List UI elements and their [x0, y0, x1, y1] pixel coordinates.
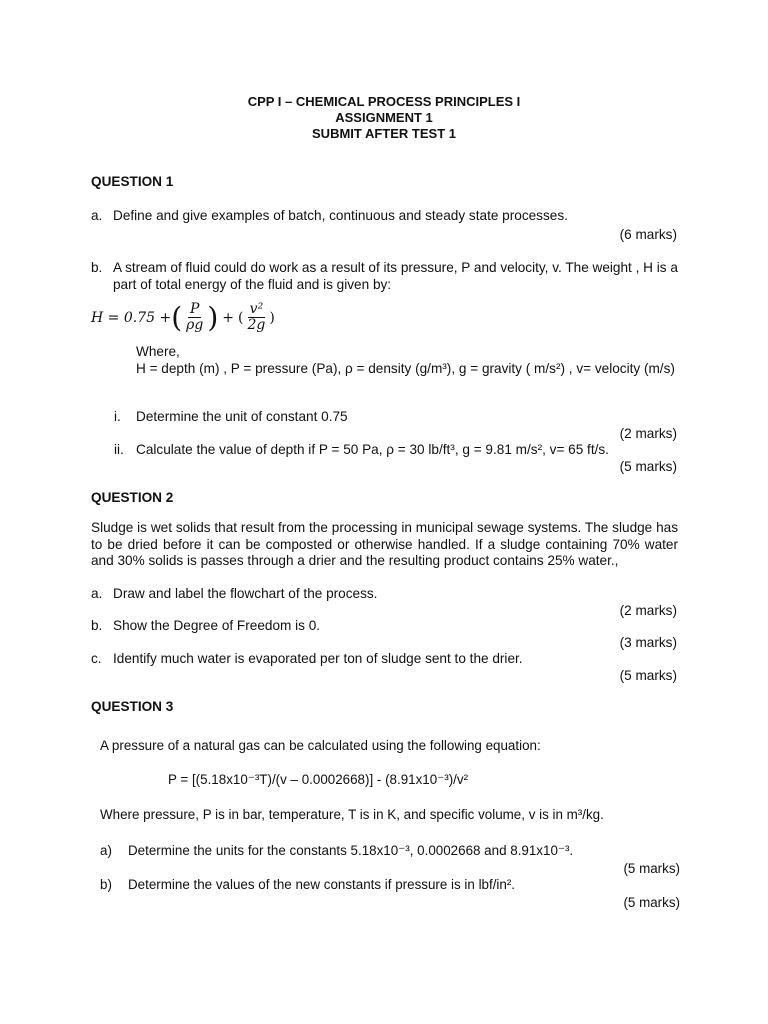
velocity-fraction: [245, 302, 267, 333]
equation-lhs: H = 0.75 +: [91, 309, 172, 326]
open-paren: (: [171, 300, 183, 334]
q2-b-text: Show the Degree of Freedom is 0.: [113, 618, 321, 633]
open-paren-2: (: [238, 309, 244, 326]
q1-ii-text: Calculate the value of depth if P = 50 Pa, ρ = 30 lb/ft³, g = 9.81 m/s², v= 65 ft/s.: [136, 442, 609, 457]
q2-c-label: c.: [91, 651, 102, 666]
q1-a-label: a.: [91, 208, 103, 223]
q1-ii-label: ii.: [114, 442, 124, 457]
q1-b-label: b.: [91, 260, 103, 275]
q1-a-text: Define and give examples of batch, continuous and steady state processes.: [113, 208, 568, 223]
close-paren-2: ): [269, 309, 275, 326]
q3-b-label: b): [100, 877, 112, 892]
q2-b-marks: (3 marks): [619, 635, 677, 650]
q3-a-marks: (5 marks): [623, 861, 680, 876]
q2-intro: Sludge is wet solids that result from the processing in municipal sewage systems. The sludge has to be dried before it can be composted or otherwise handled. If a sludge containing 70% water and 30% solids is passes through a drier and the resulting product contains 25% water.,: [91, 520, 678, 568]
q3-intro: A pressure of a natural gas can be calculated using the following equation:: [100, 738, 541, 753]
close-paren: ): [207, 300, 219, 334]
pressure-fraction: [184, 302, 205, 333]
q3-b-marks: (5 marks): [623, 895, 680, 910]
q2-b-label: b.: [91, 618, 103, 633]
q2-a-text: Draw and label the flowchart of the process.: [113, 586, 378, 601]
question-3-heading: QUESTION 3: [91, 699, 174, 714]
q2-a-label: a.: [91, 586, 103, 601]
equation-plus: +: [222, 309, 235, 326]
q1-a-marks: (6 marks): [619, 227, 677, 242]
q1-ii-marks: (5 marks): [619, 459, 677, 474]
q3-where: Where pressure, P is in bar, temperature, T is in K, and specific volume, v is in m³/kg.: [100, 807, 604, 822]
q3-b-text: Determine the values of the new constants if pressure is in lbf/in².: [128, 877, 516, 892]
q3-a-label: a): [100, 843, 112, 858]
q3-a-text: Determine the units for the constants 5.18x10⁻³, 0.0002668 and 8.91x10⁻³.: [128, 843, 574, 858]
depth-equation: [91, 302, 275, 333]
course-title: CPP I – CHEMICAL PROCESS PRINCIPLES I: [247, 94, 521, 109]
q1-i-label: i.: [114, 409, 121, 424]
pressure-denominator: ρg: [186, 317, 204, 333]
q2-c-text: Identify much water is evaporated per ton of sludge sent to the drier.: [113, 651, 523, 666]
gas-pressure-equation: P = [(5.18x10⁻³T)/(v – 0.0002668)] - (8.91x10⁻³)/v²: [168, 772, 469, 787]
question-1-heading: QUESTION 1: [91, 174, 174, 189]
q1-b-text: A stream of fluid could do work as a result of its pressure, P and velocity, v. The weight , H is a part of total energy of the fluid and is given by:: [113, 260, 678, 292]
variable-definitions: H = depth (m) , P = pressure (Pa), ρ = density (g/m³), g = gravity ( m/s²) , v= velocity (m/s): [136, 361, 675, 376]
q2-c-marks: (5 marks): [619, 668, 677, 683]
velocity-denominator: 2g: [247, 317, 266, 333]
q1-i-marks: (2 marks): [619, 426, 677, 441]
pressure-numerator: P: [190, 301, 200, 317]
q1-i-text: Determine the unit of constant 0.75: [136, 409, 348, 424]
question-2-heading: QUESTION 2: [91, 490, 174, 505]
q2-a-marks: (2 marks): [619, 603, 677, 618]
where-label: Where,: [136, 344, 180, 359]
submission-note: SUBMIT AFTER TEST 1: [312, 126, 456, 141]
velocity-numerator: v²: [249, 301, 264, 317]
assignment-title: ASSIGNMENT 1: [335, 110, 433, 125]
